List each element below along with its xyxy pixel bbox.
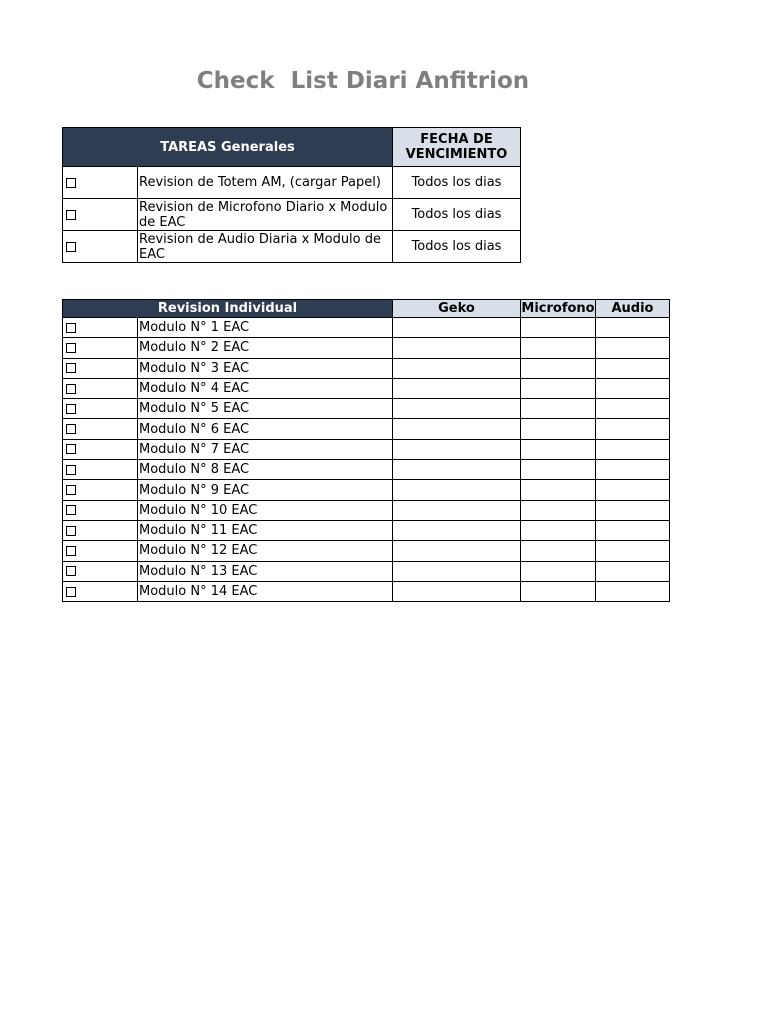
checkbox[interactable] bbox=[66, 444, 76, 454]
task-due-date: Todos los dias bbox=[393, 199, 521, 231]
checkbox[interactable] bbox=[66, 178, 76, 188]
checkbox[interactable] bbox=[66, 566, 76, 576]
microfono-cell[interactable] bbox=[521, 358, 596, 378]
checkbox[interactable] bbox=[66, 424, 76, 434]
geko-cell[interactable] bbox=[393, 520, 521, 540]
audio-cell[interactable] bbox=[596, 378, 670, 398]
checkbox[interactable] bbox=[66, 242, 76, 252]
table-row bbox=[63, 439, 670, 459]
individual-review-table bbox=[62, 299, 670, 602]
geko-cell[interactable] bbox=[393, 358, 521, 378]
checkbox-cell[interactable] bbox=[63, 480, 138, 500]
table-row bbox=[63, 581, 670, 601]
task-label: Revision de Microfono Diario x Modulo de EAC bbox=[138, 199, 393, 231]
geko-cell[interactable] bbox=[393, 318, 521, 338]
task-due-date: Todos los dias bbox=[393, 167, 521, 199]
microfono-cell[interactable] bbox=[521, 419, 596, 439]
audio-header: Audio bbox=[596, 300, 670, 318]
checkbox[interactable] bbox=[66, 546, 76, 556]
table-row bbox=[63, 419, 670, 439]
task-label: Revision de Audio Diaria x Modulo de EAC bbox=[138, 231, 393, 263]
audio-cell[interactable] bbox=[596, 480, 670, 500]
audio-cell[interactable] bbox=[596, 460, 670, 480]
checkbox[interactable] bbox=[66, 465, 76, 475]
audio-cell[interactable] bbox=[596, 419, 670, 439]
checkbox-cell[interactable] bbox=[63, 419, 138, 439]
general-tasks-table bbox=[62, 127, 521, 263]
checkbox[interactable] bbox=[66, 404, 76, 414]
checkbox[interactable] bbox=[66, 210, 76, 220]
checkbox[interactable] bbox=[66, 363, 76, 373]
checkbox-cell[interactable] bbox=[63, 167, 138, 199]
table-row bbox=[63, 460, 670, 480]
page-title: Check List Diari Anfitrion bbox=[196, 68, 530, 94]
table-row bbox=[63, 520, 670, 540]
microfono-cell[interactable] bbox=[521, 520, 596, 540]
individual-review-rows bbox=[63, 318, 670, 602]
table-row bbox=[63, 338, 670, 358]
table-row bbox=[63, 318, 670, 338]
checkbox-cell[interactable] bbox=[63, 338, 138, 358]
microfono-cell[interactable] bbox=[521, 318, 596, 338]
checkbox[interactable] bbox=[66, 323, 76, 333]
checkbox-cell[interactable] bbox=[63, 581, 138, 601]
module-label: Modulo N° 10 EAC bbox=[138, 500, 393, 520]
checkbox-cell[interactable] bbox=[63, 231, 138, 263]
microfono-cell[interactable] bbox=[521, 460, 596, 480]
geko-header: Geko bbox=[393, 300, 521, 318]
audio-cell[interactable] bbox=[596, 520, 670, 540]
checkbox-cell[interactable] bbox=[63, 199, 138, 231]
checkbox-cell[interactable] bbox=[63, 318, 138, 338]
task-due-date: Todos los dias bbox=[393, 231, 521, 263]
checkbox-cell[interactable] bbox=[63, 520, 138, 540]
module-label: Modulo N° 14 EAC bbox=[138, 581, 393, 601]
module-label: Modulo N° 9 EAC bbox=[138, 480, 393, 500]
microfono-cell[interactable] bbox=[521, 581, 596, 601]
table-row bbox=[63, 561, 670, 581]
geko-cell[interactable] bbox=[393, 541, 521, 561]
module-label: Modulo N° 11 EAC bbox=[138, 520, 393, 540]
checkbox-cell[interactable] bbox=[63, 500, 138, 520]
checkbox-cell[interactable] bbox=[63, 561, 138, 581]
module-label: Modulo N° 5 EAC bbox=[138, 399, 393, 419]
module-label: Modulo N° 13 EAC bbox=[138, 561, 393, 581]
checkbox-cell[interactable] bbox=[63, 439, 138, 459]
table-row bbox=[63, 541, 670, 561]
checkbox[interactable] bbox=[66, 485, 76, 495]
table-row bbox=[63, 199, 521, 231]
module-label: Modulo N° 3 EAC bbox=[138, 358, 393, 378]
audio-cell[interactable] bbox=[596, 338, 670, 358]
checkbox[interactable] bbox=[66, 384, 76, 394]
geko-cell[interactable] bbox=[393, 480, 521, 500]
checkbox[interactable] bbox=[66, 505, 76, 515]
table-row bbox=[63, 167, 521, 199]
geko-cell[interactable] bbox=[393, 561, 521, 581]
checkbox-cell[interactable] bbox=[63, 460, 138, 480]
geko-cell[interactable] bbox=[393, 399, 521, 419]
checkbox-cell[interactable] bbox=[63, 541, 138, 561]
audio-cell[interactable] bbox=[596, 500, 670, 520]
table-row bbox=[63, 378, 670, 398]
task-label: Revision de Totem AM, (cargar Papel) bbox=[138, 167, 393, 199]
module-label: Modulo N° 7 EAC bbox=[138, 439, 393, 459]
table-row bbox=[63, 399, 670, 419]
microfono-cell[interactable] bbox=[521, 399, 596, 419]
due-date-header bbox=[393, 128, 521, 167]
geko-cell[interactable] bbox=[393, 581, 521, 601]
microfono-cell[interactable] bbox=[521, 480, 596, 500]
general-tasks-header: TAREAS Generales bbox=[63, 128, 393, 167]
audio-cell[interactable] bbox=[596, 399, 670, 419]
microfono-cell[interactable] bbox=[521, 439, 596, 459]
module-label: Modulo N° 8 EAC bbox=[138, 460, 393, 480]
table-row bbox=[63, 231, 521, 263]
geko-cell[interactable] bbox=[393, 338, 521, 358]
microfono-header: Microfono bbox=[521, 301, 595, 316]
checkbox[interactable] bbox=[66, 587, 76, 597]
geko-cell[interactable] bbox=[393, 419, 521, 439]
due-date-header-line1: FECHA DE bbox=[420, 132, 493, 147]
table-row bbox=[63, 480, 670, 500]
geko-cell[interactable] bbox=[393, 500, 521, 520]
checkbox-cell[interactable] bbox=[63, 358, 138, 378]
due-date-header-line2: VENCIMIENTO bbox=[405, 147, 508, 162]
audio-cell[interactable] bbox=[596, 318, 670, 338]
microfono-cell[interactable] bbox=[521, 378, 596, 398]
audio-cell[interactable] bbox=[596, 439, 670, 459]
module-label: Modulo N° 4 EAC bbox=[138, 378, 393, 398]
checkbox[interactable] bbox=[66, 526, 76, 536]
microfono-cell[interactable] bbox=[521, 500, 596, 520]
geko-cell[interactable] bbox=[393, 460, 521, 480]
module-label: Modulo N° 6 EAC bbox=[138, 419, 393, 439]
checkbox[interactable] bbox=[66, 343, 76, 353]
audio-cell[interactable] bbox=[596, 561, 670, 581]
microfono-cell[interactable] bbox=[521, 541, 596, 561]
audio-cell[interactable] bbox=[596, 581, 670, 601]
table-row bbox=[63, 358, 670, 378]
individual-review-header: Revision Individual bbox=[63, 300, 393, 318]
checkbox-cell[interactable] bbox=[63, 399, 138, 419]
audio-cell[interactable] bbox=[596, 358, 670, 378]
microfono-cell[interactable] bbox=[521, 338, 596, 358]
module-label: Modulo N° 12 EAC bbox=[138, 541, 393, 561]
module-label: Modulo N° 2 EAC bbox=[138, 338, 393, 358]
module-label: Modulo N° 1 EAC bbox=[138, 318, 393, 338]
checkbox-cell[interactable] bbox=[63, 378, 138, 398]
audio-cell[interactable] bbox=[596, 541, 670, 561]
table-row bbox=[63, 500, 670, 520]
geko-cell[interactable] bbox=[393, 378, 521, 398]
microfono-cell[interactable] bbox=[521, 561, 596, 581]
geko-cell[interactable] bbox=[393, 439, 521, 459]
